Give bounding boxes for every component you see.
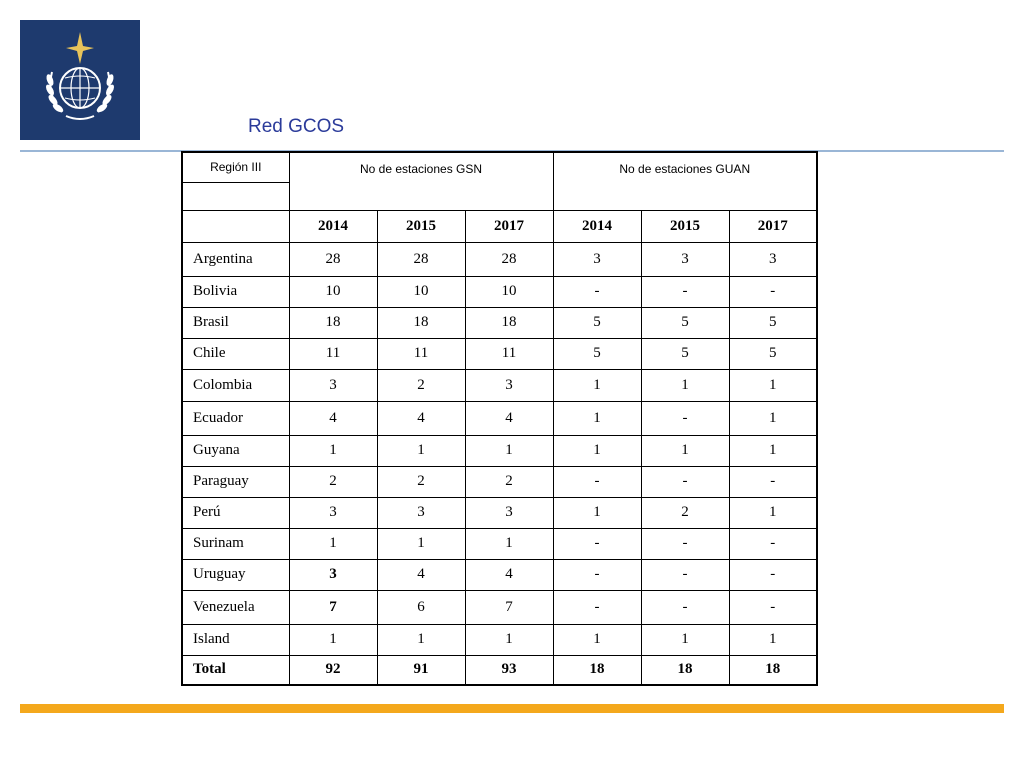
year-header: 2017 xyxy=(729,210,817,242)
value-cell: 3 xyxy=(729,242,817,276)
value-cell: 4 xyxy=(465,559,553,590)
value-cell: 5 xyxy=(729,307,817,338)
value-cell: 1 xyxy=(641,624,729,655)
value-cell: - xyxy=(729,276,817,307)
value-cell: 3 xyxy=(465,369,553,401)
value-cell: 3 xyxy=(289,369,377,401)
value-cell: - xyxy=(553,559,641,590)
table-header-row xyxy=(182,152,817,182)
value-cell: 1 xyxy=(377,435,465,466)
value-cell: - xyxy=(641,559,729,590)
value-cell: 1 xyxy=(729,497,817,528)
year-header: 2014 xyxy=(553,210,641,242)
value-cell: 3 xyxy=(377,497,465,528)
value-cell: 18 xyxy=(377,307,465,338)
value-cell: 10 xyxy=(377,276,465,307)
value-cell: 2 xyxy=(377,466,465,497)
value-cell: - xyxy=(641,528,729,559)
table-row xyxy=(182,497,817,528)
table-row xyxy=(182,435,817,466)
value-cell: - xyxy=(729,466,817,497)
table-row xyxy=(182,338,817,369)
value-cell: - xyxy=(641,590,729,624)
value-cell: 1 xyxy=(465,624,553,655)
value-cell: 3 xyxy=(289,497,377,528)
country-cell: Guyana xyxy=(182,435,289,466)
page-title: Red GCOS xyxy=(248,116,345,137)
table-row xyxy=(182,369,817,401)
value-cell: 6 xyxy=(377,590,465,624)
value-cell: 7 xyxy=(289,590,377,624)
total-cell: 93 xyxy=(465,655,553,685)
value-cell: 5 xyxy=(641,338,729,369)
value-cell: - xyxy=(641,466,729,497)
total-cell: 91 xyxy=(377,655,465,685)
country-cell: Uruguay xyxy=(182,559,289,590)
total-label: Total xyxy=(182,655,289,685)
total-row xyxy=(182,655,817,685)
year-row xyxy=(182,210,817,242)
value-cell: - xyxy=(729,559,817,590)
value-cell: 1 xyxy=(377,528,465,559)
value-cell: 5 xyxy=(729,338,817,369)
value-cell: 2 xyxy=(641,497,729,528)
year-header: 2017 xyxy=(465,210,553,242)
year-header: 2015 xyxy=(641,210,729,242)
value-cell: - xyxy=(729,528,817,559)
value-cell: 2 xyxy=(289,466,377,497)
value-cell: 10 xyxy=(465,276,553,307)
value-cell: 2 xyxy=(465,466,553,497)
year-header: 2014 xyxy=(289,210,377,242)
wmo-logo xyxy=(20,20,140,140)
table-row xyxy=(182,466,817,497)
value-cell: 3 xyxy=(553,242,641,276)
country-cell: Island xyxy=(182,624,289,655)
value-cell: 2 xyxy=(377,369,465,401)
country-cell: Colombia xyxy=(182,369,289,401)
value-cell: 1 xyxy=(729,435,817,466)
country-cell: Perú xyxy=(182,497,289,528)
value-cell: 5 xyxy=(553,338,641,369)
value-cell: - xyxy=(553,276,641,307)
table-row xyxy=(182,242,817,276)
table-row xyxy=(182,590,817,624)
value-cell: 18 xyxy=(465,307,553,338)
country-cell: Ecuador xyxy=(182,401,289,435)
wmo-emblem-icon xyxy=(20,20,140,140)
table-row xyxy=(182,528,817,559)
empty-cell xyxy=(182,210,289,242)
year-header: 2015 xyxy=(377,210,465,242)
value-cell: 11 xyxy=(377,338,465,369)
total-cell: 18 xyxy=(553,655,641,685)
table-row xyxy=(182,559,817,590)
country-cell: Bolivia xyxy=(182,276,289,307)
value-cell: 5 xyxy=(553,307,641,338)
value-cell: 28 xyxy=(465,242,553,276)
value-cell: 1 xyxy=(553,401,641,435)
value-cell: 1 xyxy=(553,435,641,466)
value-cell: - xyxy=(641,401,729,435)
value-cell: 4 xyxy=(289,401,377,435)
value-cell: 4 xyxy=(377,559,465,590)
table-row xyxy=(182,401,817,435)
value-cell: 1 xyxy=(641,369,729,401)
value-cell: - xyxy=(553,590,641,624)
value-cell: 1 xyxy=(553,369,641,401)
country-cell: Paraguay xyxy=(182,466,289,497)
value-cell: 3 xyxy=(289,559,377,590)
value-cell: 10 xyxy=(289,276,377,307)
country-cell: Venezuela xyxy=(182,590,289,624)
value-cell: 1 xyxy=(553,497,641,528)
value-cell: 1 xyxy=(289,624,377,655)
value-cell: 5 xyxy=(641,307,729,338)
value-cell: 11 xyxy=(465,338,553,369)
value-cell: 1 xyxy=(641,435,729,466)
value-cell: 1 xyxy=(289,528,377,559)
table-row xyxy=(182,307,817,338)
total-cell: 18 xyxy=(729,655,817,685)
country-cell: Chile xyxy=(182,338,289,369)
value-cell: 3 xyxy=(641,242,729,276)
country-cell: Surinam xyxy=(182,528,289,559)
value-cell: 1 xyxy=(729,369,817,401)
value-cell: 1 xyxy=(729,401,817,435)
value-cell: 28 xyxy=(377,242,465,276)
value-cell: - xyxy=(641,276,729,307)
gsn-header: No de estaciones GSN xyxy=(289,152,553,210)
value-cell: - xyxy=(553,466,641,497)
total-cell: 92 xyxy=(289,655,377,685)
empty-cell xyxy=(182,182,289,210)
value-cell: 1 xyxy=(377,624,465,655)
value-cell: 7 xyxy=(465,590,553,624)
value-cell: 4 xyxy=(377,401,465,435)
value-cell: 1 xyxy=(729,624,817,655)
value-cell: - xyxy=(729,590,817,624)
value-cell: 3 xyxy=(465,497,553,528)
region-header: Región III xyxy=(182,152,289,182)
value-cell: 28 xyxy=(289,242,377,276)
country-cell: Argentina xyxy=(182,242,289,276)
value-cell: 1 xyxy=(465,435,553,466)
stations-table xyxy=(181,151,818,686)
value-cell: - xyxy=(553,528,641,559)
footer-bar xyxy=(20,704,1004,713)
table-row xyxy=(182,624,817,655)
value-cell: 11 xyxy=(289,338,377,369)
guan-header: No de estaciones GUAN xyxy=(553,152,817,210)
table-row xyxy=(182,276,817,307)
value-cell: 4 xyxy=(465,401,553,435)
value-cell: 1 xyxy=(289,435,377,466)
country-cell: Brasil xyxy=(182,307,289,338)
value-cell: 1 xyxy=(465,528,553,559)
total-cell: 18 xyxy=(641,655,729,685)
value-cell: 18 xyxy=(289,307,377,338)
value-cell: 1 xyxy=(553,624,641,655)
